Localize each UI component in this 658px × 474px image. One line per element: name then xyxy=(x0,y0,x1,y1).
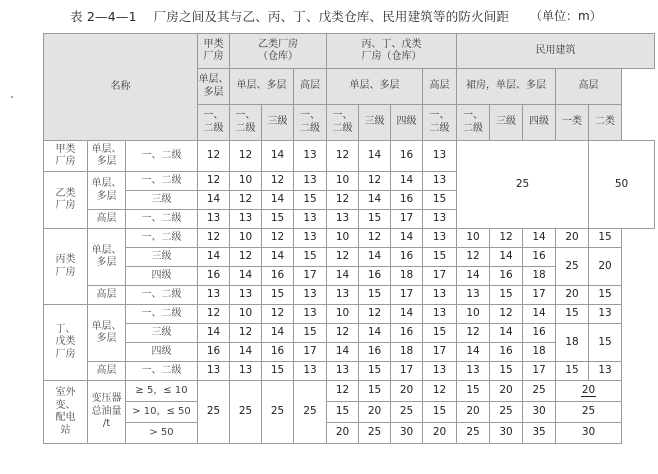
row-group-jia: 甲类 厂房 xyxy=(44,141,88,172)
table-row xyxy=(44,141,655,172)
cell: 15 xyxy=(556,362,589,381)
cell: 16 xyxy=(359,343,391,362)
civil-gao-merged-cell: 50 xyxy=(589,141,655,229)
civil-merged-cell: 25 xyxy=(457,141,589,229)
cell: 17 xyxy=(423,343,457,362)
row-grade: 四级 xyxy=(126,343,198,362)
cell: 14 xyxy=(262,324,294,343)
header-bing-dan: 单层、多层 xyxy=(327,69,423,105)
cell: 13 xyxy=(423,210,457,229)
row-layer: 单层、 多层 xyxy=(88,229,126,286)
cell: 14 xyxy=(457,267,490,286)
cell: 15 xyxy=(490,286,523,305)
table-row xyxy=(44,324,655,343)
cell: 13 xyxy=(423,305,457,324)
cell: 14 xyxy=(230,343,262,362)
table-row xyxy=(44,402,655,423)
cell: 14 xyxy=(230,267,262,286)
cell: 13 xyxy=(423,229,457,248)
cell: 13 xyxy=(294,172,327,191)
cell: 35 xyxy=(523,423,556,444)
row-group-yi: 乙类 厂房 xyxy=(44,172,88,229)
cell: 10 xyxy=(230,229,262,248)
row-grade: 三级 xyxy=(126,248,198,267)
cell: 16 xyxy=(198,343,230,362)
cell: 12 xyxy=(230,324,262,343)
row-layer: 高层 xyxy=(88,286,126,305)
header-yi-gao: 高层 xyxy=(294,69,327,105)
cell: 17 xyxy=(391,286,423,305)
header-civil-gao: 高层 xyxy=(556,69,622,105)
grade-col-5: 一、 二级 xyxy=(327,105,359,141)
cell: 15 xyxy=(490,362,523,381)
cell: 16 xyxy=(262,343,294,362)
cell: 13 xyxy=(457,362,490,381)
cell: 12 xyxy=(230,141,262,172)
cell: 14 xyxy=(198,248,230,267)
gao-merged-cell: 15 xyxy=(589,324,622,362)
cell: 30 xyxy=(391,423,423,444)
cell: 10 xyxy=(230,172,262,191)
grade-col-3: 三级 xyxy=(262,105,294,141)
cell: 14 xyxy=(198,191,230,210)
cell: 30 xyxy=(523,402,556,423)
cell: 13 xyxy=(327,286,359,305)
row-layer: 变压器 总油量 /t xyxy=(88,381,126,444)
row-layer: 高层 xyxy=(88,362,126,381)
row-grade: 一、二级 xyxy=(126,305,198,324)
civil-gao-cell: 30 xyxy=(556,423,622,444)
row-group-bing: 丙类 厂房 xyxy=(44,229,88,305)
cell: 13 xyxy=(423,172,457,191)
table-row xyxy=(44,248,655,267)
cell: 12 xyxy=(262,172,294,191)
cell: 13 xyxy=(423,141,457,172)
table-row xyxy=(44,381,655,402)
cell: 14 xyxy=(327,267,359,286)
table-row xyxy=(44,229,655,248)
cell: 16 xyxy=(391,324,423,343)
underlined-value: 20 xyxy=(581,384,596,397)
row-grade: 一、二级 xyxy=(126,229,198,248)
merged-cell: 25 xyxy=(198,381,230,444)
cell: 10 xyxy=(327,229,359,248)
cell: 12 xyxy=(359,172,391,191)
cell: 18 xyxy=(523,343,556,362)
row-grade: 一、二级 xyxy=(126,172,198,191)
cell: 15 xyxy=(359,210,391,229)
cell: 13 xyxy=(294,362,327,381)
cell: 13 xyxy=(423,286,457,305)
cell: 12 xyxy=(198,229,230,248)
cell: 16 xyxy=(359,267,391,286)
cell: 16 xyxy=(523,248,556,267)
cell: 16 xyxy=(523,324,556,343)
cell: 13 xyxy=(294,210,327,229)
header-bing-gao: 高层 xyxy=(423,69,457,105)
cell: 13 xyxy=(198,210,230,229)
cell: 13 xyxy=(423,362,457,381)
cell: 13 xyxy=(198,362,230,381)
row-group-trans: 室外 变、 配电 站 xyxy=(44,381,88,444)
cell: 14 xyxy=(391,229,423,248)
header-bing: 丙、丁、戊类 厂房（仓库） xyxy=(327,34,457,69)
header-yi-dan: 单层、多层 xyxy=(230,69,294,105)
cell: 13 xyxy=(294,305,327,324)
cell: 17 xyxy=(391,210,423,229)
table-row xyxy=(44,423,655,444)
cell: 15 xyxy=(359,381,391,402)
row-layer: 单层、 多层 xyxy=(88,305,126,362)
cell: 20 xyxy=(556,286,589,305)
row-layer: 单层、 多层 xyxy=(88,141,126,172)
cell: 16 xyxy=(391,191,423,210)
cell: 12 xyxy=(327,381,359,402)
cell: 12 xyxy=(359,305,391,324)
cell: 12 xyxy=(359,229,391,248)
table-caption xyxy=(0,4,658,26)
cell: 13 xyxy=(230,362,262,381)
cell: 25 xyxy=(391,402,423,423)
fire-distance-table xyxy=(43,33,655,444)
civil-gao-cell: 25 xyxy=(556,402,622,423)
cell: 25 xyxy=(490,402,523,423)
cell: 12 xyxy=(457,324,490,343)
table-row xyxy=(44,305,655,324)
grade-col-6: 三级 xyxy=(359,105,391,141)
row-grade: > 10，≤ 50 xyxy=(126,402,198,423)
cell: 17 xyxy=(391,362,423,381)
cell: 14 xyxy=(359,191,391,210)
cell: 14 xyxy=(359,248,391,267)
cell: 13 xyxy=(294,286,327,305)
cell: 15 xyxy=(262,210,294,229)
row-layer: 高层 xyxy=(88,210,126,229)
cell: 14 xyxy=(391,305,423,324)
gao-merged-cell: 25 xyxy=(556,248,589,286)
cell: 13 xyxy=(457,286,490,305)
grade-col-1: 一、 二级 xyxy=(198,105,230,141)
cell: 16 xyxy=(198,267,230,286)
cell: 14 xyxy=(490,248,523,267)
table-title: 表 2—4—1 厂房之间及其与乙、丙、丁、戊类仓库、民用建筑等的防火间距 xyxy=(70,9,510,24)
grade-col-8: 一、 二级 xyxy=(423,105,457,141)
cell: 15 xyxy=(423,324,457,343)
cell: 20 xyxy=(556,229,589,248)
cell: 14 xyxy=(262,141,294,172)
cell: 20 xyxy=(327,423,359,444)
cell: 10 xyxy=(457,229,490,248)
cell: 15 xyxy=(327,402,359,423)
cell: 15 xyxy=(423,402,457,423)
cell: 13 xyxy=(294,141,327,172)
cell: 18 xyxy=(391,343,423,362)
cell: 12 xyxy=(327,324,359,343)
merged-cell: 25 xyxy=(262,381,294,444)
cell: 15 xyxy=(262,286,294,305)
header-civil: 民用建筑 xyxy=(457,34,655,69)
cell: 14 xyxy=(262,191,294,210)
cell: 20 xyxy=(490,381,523,402)
merged-cell: 25 xyxy=(294,381,327,444)
cell: 12 xyxy=(198,172,230,191)
cell: 12 xyxy=(457,248,490,267)
cell: 13 xyxy=(589,305,622,324)
cell: 17 xyxy=(523,286,556,305)
cell: 15 xyxy=(294,248,327,267)
cell: 14 xyxy=(523,229,556,248)
cell: 15 xyxy=(262,362,294,381)
header-jia-dan: 单层、 多层 xyxy=(198,69,230,105)
cell: 13 xyxy=(198,286,230,305)
cell: 10 xyxy=(457,305,490,324)
row-grade: 一、二级 xyxy=(126,362,198,381)
cell: 16 xyxy=(391,141,423,172)
cell: 13 xyxy=(230,210,262,229)
cell: 12 xyxy=(198,305,230,324)
cell: 12 xyxy=(327,141,359,172)
cell: 15 xyxy=(359,286,391,305)
cell: 14 xyxy=(262,248,294,267)
cell: 15 xyxy=(589,286,622,305)
grade-col-4: 一、 二级 xyxy=(294,105,327,141)
row-grade: 三级 xyxy=(126,191,198,210)
cell: 14 xyxy=(457,343,490,362)
cell: 25 xyxy=(359,423,391,444)
cell: 15 xyxy=(423,191,457,210)
cell: 12 xyxy=(423,381,457,402)
grade-col-9: 一、 二级 xyxy=(457,105,490,141)
cell: 13 xyxy=(294,229,327,248)
grade-col-10: 三级 xyxy=(490,105,523,141)
row-grade: 三级 xyxy=(126,324,198,343)
cell: 12 xyxy=(230,191,262,210)
unit-label: （单位：m） xyxy=(530,9,602,23)
cell: 25 xyxy=(457,423,490,444)
cell: 12 xyxy=(327,248,359,267)
grade-col-11: 四级 xyxy=(523,105,556,141)
cell: 20 xyxy=(359,402,391,423)
cell: 17 xyxy=(294,343,327,362)
grade-col-13: 二类 xyxy=(589,105,622,141)
cell: 20 xyxy=(391,381,423,402)
scan-speck xyxy=(11,96,13,98)
header-yi: 乙类厂房 （仓库） xyxy=(230,34,327,69)
cell: 12 xyxy=(198,141,230,172)
cell: 12 xyxy=(262,305,294,324)
cell: 30 xyxy=(490,423,523,444)
cell: 14 xyxy=(359,141,391,172)
cell: 10 xyxy=(230,305,262,324)
cell: 15 xyxy=(457,381,490,402)
header-name: 名称 xyxy=(44,34,198,141)
row-grade: 一、二级 xyxy=(126,286,198,305)
cell: 14 xyxy=(490,324,523,343)
cell: 17 xyxy=(423,267,457,286)
cell: 15 xyxy=(294,324,327,343)
grade-col-2: 一、 二级 xyxy=(230,105,262,141)
cell: 12 xyxy=(490,305,523,324)
header-row-1 xyxy=(44,34,655,69)
cell: 12 xyxy=(490,229,523,248)
row-grade: > 50 xyxy=(126,423,198,444)
cell: 16 xyxy=(490,343,523,362)
gao-merged-cell: 18 xyxy=(556,324,589,362)
row-layer: 单层、 多层 xyxy=(88,172,126,210)
cell: 15 xyxy=(423,248,457,267)
cell: 14 xyxy=(391,172,423,191)
cell: 15 xyxy=(294,191,327,210)
cell: 14 xyxy=(359,324,391,343)
cell: 17 xyxy=(523,362,556,381)
cell: 16 xyxy=(391,248,423,267)
header-civil-qun: 裙房，单层、多层 xyxy=(457,69,556,105)
cell: 13 xyxy=(327,362,359,381)
civil-gao-cell xyxy=(556,381,622,402)
merged-cell: 25 xyxy=(230,381,262,444)
cell: 18 xyxy=(523,267,556,286)
row-grade: 一、二级 xyxy=(126,210,198,229)
cell: 16 xyxy=(262,267,294,286)
cell: 17 xyxy=(294,267,327,286)
cell: 10 xyxy=(327,172,359,191)
cell: 15 xyxy=(589,229,622,248)
cell: 14 xyxy=(327,343,359,362)
cell: 20 xyxy=(457,402,490,423)
cell: 14 xyxy=(198,324,230,343)
row-grade: ≥ 5，≤ 10 xyxy=(126,381,198,402)
header-jia: 甲类 厂房 xyxy=(198,34,230,69)
cell: 15 xyxy=(359,362,391,381)
cell: 10 xyxy=(327,305,359,324)
cell: 13 xyxy=(589,362,622,381)
cell: 20 xyxy=(423,423,457,444)
cell: 25 xyxy=(523,381,556,402)
cell: 14 xyxy=(523,305,556,324)
gao-merged-cell: 20 xyxy=(589,248,622,286)
row-group-ding: 丁、 戊类 厂房 xyxy=(44,305,88,381)
cell: 13 xyxy=(327,210,359,229)
cell: 15 xyxy=(556,305,589,324)
cell: 12 xyxy=(327,191,359,210)
table-row xyxy=(44,286,655,305)
table-row xyxy=(44,362,655,381)
cell: 16 xyxy=(490,267,523,286)
cell: 13 xyxy=(230,286,262,305)
grade-col-7: 四级 xyxy=(391,105,423,141)
row-grade: 一、二级 xyxy=(126,141,198,172)
row-grade: 四级 xyxy=(126,267,198,286)
cell: 12 xyxy=(262,229,294,248)
grade-col-12: 一类 xyxy=(556,105,589,141)
cell: 18 xyxy=(391,267,423,286)
cell: 12 xyxy=(230,248,262,267)
